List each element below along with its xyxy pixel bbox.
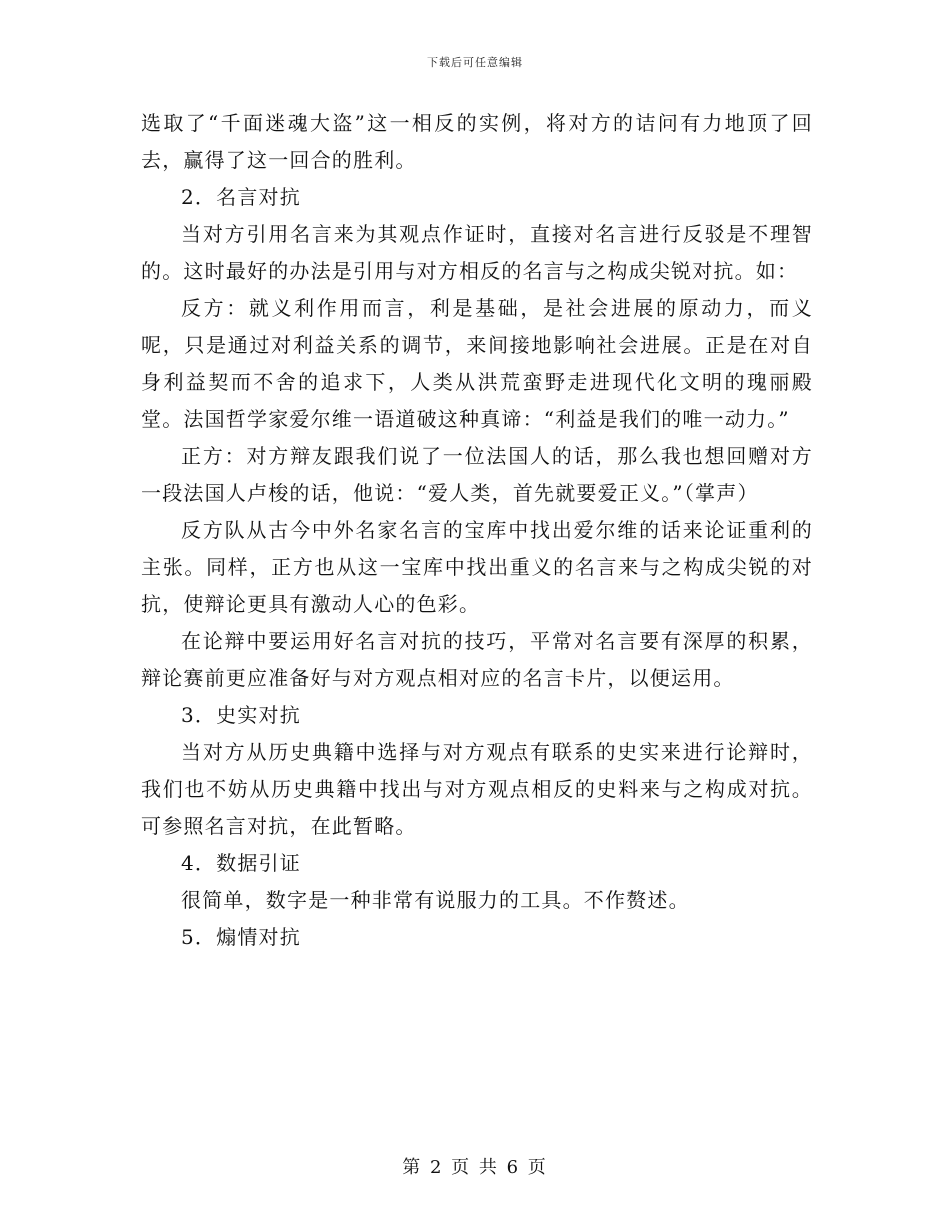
paragraph: 选取了“千面迷魂大盗”这一相反的实例，将对方的诘问有力地顶了回去，赢得了这一回合的胜利。 <box>141 111 813 172</box>
paragraph: 当对方从历史典籍中选择与对方观点有联系的史实来进行论辩时，我们也不妨从历史典籍中找出与对方观点相反的史料来与之构成对抗。可参照名言对抗，在此暂略。 <box>141 740 813 838</box>
paragraph: 当对方引用名言来为其观点作证时，直接对名言进行反驳是不理智的。这时最好的办法是引用与对方相反的名言与之构成尖锐对抗。如： <box>141 222 813 283</box>
paragraph: 正方：对方辩友跟我们说了一位法国人的话，那么我也想回赠对方一段法国人卢梭的话，他说：“爱人类，首先就要爱正义。”（掌声） <box>141 444 813 505</box>
document-body <box>141 105 813 956</box>
section-heading: 2．名言对抗 <box>181 185 301 209</box>
page-footer: 第 2 页 共 6 页 <box>402 1157 548 1178</box>
paragraph: 反方队从古今中外名家名言的宝库中找出爱尔维的话来论证重利的主张。同样，正方也从这一宝库中找出重义的名言来与之构成尖锐的对抗，使辩论更具有激动人心的色彩。 <box>141 518 813 616</box>
page-header: 下载后可任意编辑 <box>427 56 523 69</box>
paragraph: 很简单，数字是一种非常有说服力的工具。不作赘述。 <box>181 888 690 912</box>
section-heading: 5．煽情对抗 <box>181 925 301 949</box>
section-heading: 4．数据引证 <box>181 851 301 875</box>
section-heading: 3．史实对抗 <box>181 703 301 727</box>
paragraph: 反方：就义利作用而言，利是基础，是社会进展的原动力，而义呢，只是通过对利益关系的调节，来间接地影响社会进展。正是在对自身利益契而不舍的追求下，人类从洪荒蛮野走进现代化文明的瑰丽殿堂。法国哲学家爱尔维一语道破这种真谛：“利益是我们的唯一动力。” <box>141 296 813 431</box>
paragraph: 在论辩中要运用好名言对抗的技巧，平常对名言要有深厚的积累，辩论赛前更应准备好与对方观点相对应的名言卡片，以便运用。 <box>141 629 813 690</box>
